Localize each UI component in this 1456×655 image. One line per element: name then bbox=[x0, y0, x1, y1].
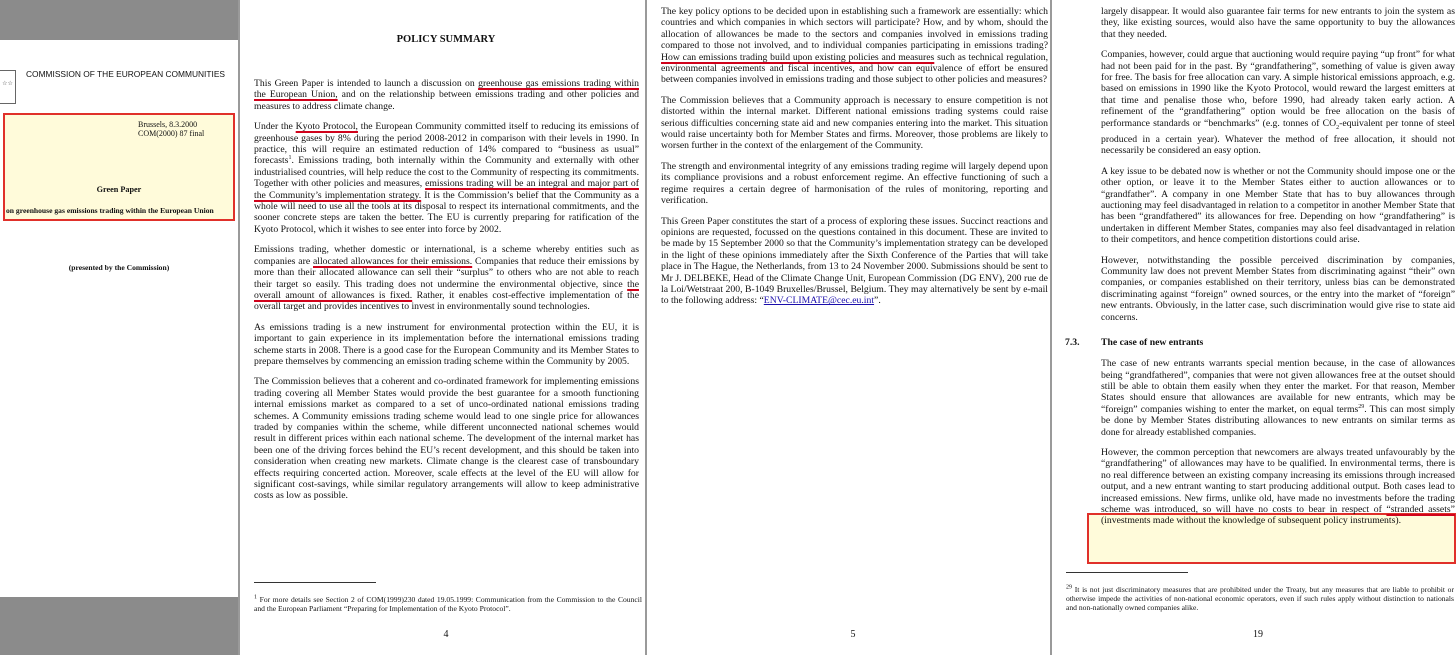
paragraph: This Green Paper constitutes the start of a process of exploring these issues. Succinct reactions and opinions are requested, focussed on the questions contained in this document. These are invited to be made by 15 September 2000 so that the Community’s implementation strategy can be developed in the light of these opinions immediately after the Sixth Conference of the Parties that will take place in The Hague, the Netherlands, from 13 to 24 November 2000. Submissions should be sent to Mr J. DELBEKE, Head of the Climate Change Unit, European Commission (DG ENV), 200 rue de la Loi/Wetstraat 200, B-1049 Bruxelles/Brussel, Belgium. They may alternatively be sent by e-mail to the following address: “ENV-CLIMATE@cec.eu.int”. bbox=[661, 215, 1048, 307]
page-4 bbox=[240, 0, 645, 655]
footnote-ref[interactable]: 29 bbox=[1358, 403, 1365, 410]
paragraph: As emissions trading is a new instrument for environmental protection within the EU, it is important to gain experience in its implementation before the international emissions trading scheme starts in 2008. There is a good case for the European Community and its Member States to prepare themselves by commencing an emission trading scheme within the Community by 2005. bbox=[254, 321, 639, 367]
cover-subject: on greenhouse gas emissions trading within the European Union bbox=[6, 206, 214, 215]
viewer-background-bottom bbox=[0, 597, 238, 655]
highlight: “stranded assets” bbox=[1386, 503, 1455, 515]
page-5 bbox=[647, 0, 1050, 655]
highlight: the overall amount of allowances is fixed. bbox=[254, 278, 639, 301]
viewer-background-top bbox=[0, 0, 238, 40]
paragraph: The Commission believes that a Community approach is necessary to ensure competition is not distorted within the internal market. Different national emissions trading systems could raise serious difficulties concerning state aid and new companies entering into the market. This situation would raise uncertainty both for Member States and firms. Moreover, those problems are likely to worsen further in the context of the enlargement of the Community. bbox=[661, 94, 1048, 152]
section-heading: 7.3. The case of new entrants bbox=[1065, 337, 1204, 349]
page-19 bbox=[1052, 0, 1456, 655]
paragraph: However, the common perception that newcomers are always treated unfavourably by the “grandfathering” of allowances may have to be qualified. In environmental terms, there is no real difference between an existing company increasing its emissions through increased output, and a new entrant wanting to start producing additional output. Both cases lead to increased emissions. New firms, unlike old, have made no investments before the trading scheme was introduced, so will have no costs to bear in respect of “stranded assets” (investments made without the knowledge of subsequent policy instruments). bbox=[1101, 446, 1455, 527]
paragraph: A key issue to be debated now is whether or not the Community should impose one or the other option, or leave it to the Member States either to auction allowances or to “grandfather”. A company in one Member State that has to buy allowances through auctioning may feel disadvantaged in relation to a competitor in another Member State that has been “grandfathered” its allowances for free. Depending on how “grandfathering” is undertaken in different Member States, companies may also feel disadvantaged in relation to their competitors, and hence competition distortions could arise. bbox=[1101, 165, 1455, 246]
page-number: 5 bbox=[850, 629, 856, 640]
paragraph: The Commission believes that a coherent and co-ordinated framework for implementing emissions trading covering all Member States would provide the best guarantee for a smooth functioning internal emissions market as compared to a set of unco-ordinated national emissions trading schemes. A Community emissions trading scheme would lead to one single price for allowances traded by companies within the scheme, while different unconnected national schemes would result in different prices within each national scheme. The development of the internal market has been one of the driving forces behind the EU’s recent development, and this should be taken into consideration when creating new markets. Climate change is the clearest case of transboundary effects requiring concerted action. Moreover, scale effects at the level of the EU will allow for significant cost-savings, while similar regulatory arrangements will allow to keep administrative costs as low as possible. bbox=[254, 376, 639, 502]
footnote: $^{29}$ It is not just discriminatory measures that are prohibited under the Treaty, but any measures that are liable to prohibit or otherwise impede the activities of non-national economic operators, even if such rules apply without distinction to nationals and non-nationally owned companies alike. bbox=[1066, 584, 1454, 612]
email-link[interactable]: ENV-CLIMATE@cec.eu.int bbox=[763, 295, 875, 307]
page-number: 19 bbox=[1253, 629, 1263, 640]
highlight: greenhouse gas emissions trading within the European Union, bbox=[254, 78, 639, 101]
footnote-rule bbox=[254, 582, 376, 583]
cover-org: COMMISSION OF THE EUROPEAN COMMUNITIES bbox=[26, 69, 225, 79]
page-cover bbox=[0, 40, 238, 597]
paragraph: Companies, however, could argue that auctioning would require paying “up front” for what had not been paid for in the past. By “grandfathering”, something of value is given away for free. The basis for free allocation can vary. A simple historical emissions approach, e.g. based on emissions in 1990 like the Kyoto Protocol, would reward the largest emitters at that time and penalise those who, before 1990, had already taken early action. A refinement of the “grandfathering” option would be free allocation on the basis of performance standards or “benchmarks” (e.g. tonnes of $CO_2$-equivalent per tonne of steel produced in a certain year). Whatever the method of free allocation, it should not necessarily be considered an easy option. bbox=[1101, 49, 1456, 157]
paragraph: largely disappear. It would also guarantee fair terms for new entrants to join the system as they, like existing sources, would also have the same opportunity to buy the allowances that they needed. bbox=[1101, 6, 1455, 40]
highlight: emissions trading will be an integral and major part of the Community’s implementation strategy. bbox=[254, 178, 639, 201]
paragraph: The key policy options to be decided upon in establishing such a framework are essentially: which countries and which companies in which sectors will participate? How, and by whom, should the allocation of allowances be made to the sectors and companies involved in emissions trading compared to those not involved, and to individual companies participating in emissions trading? How can emissions trading build upon existing policies and measures such as technical regulation, environmental agreements and fiscal incentives, and how can equivalence of effort be ensured between companies involved in emissions trading and those subject to other policies and measures? bbox=[661, 6, 1048, 86]
paragraph: However, notwithstanding the possible perceived discrimination by companies, Community law does not prevent Member States from discriminating against “their” own companies, or companies established on their territory, unless bias can be demonstrated discriminating against “foreign” owned sources, or the entry into the market of “foreign” new entrants. Obviously, in the latter case, such discrimination would give rise to state aid concerns. bbox=[1101, 254, 1455, 323]
highlight: How can emissions trading build upon existing policies and measures bbox=[661, 51, 935, 63]
paragraph: The case of new entrants warrants special mention because, in the case of allowances being “grandfathered”, companies that were not given allowances free at the outset should still be able to obtain them easily when they enter the market. For that reason, Member States should ensure that allowances are available for new entrants, which may be “foreign” companies wishing to enter the market, on equal terms$^{29}$. This can most simply be done by Member States distributing allowances to new entrants on similar terms as done for already established companies. bbox=[1101, 358, 1455, 438]
cover-place-date: Brussels, 8.3.2000 bbox=[138, 120, 198, 129]
cover-ref: COM(2000) 87 final bbox=[138, 129, 205, 138]
page-number: 4 bbox=[443, 629, 449, 640]
paragraph: This Green Paper is intended to launch a discussion on greenhouse gas emissions trading within the European Union, and on the relationship between emissions trading and other policies and measures to address climate change. bbox=[254, 78, 640, 112]
paragraph: Emissions trading, whether domestic or international, is a scheme whereby entities such as companies are allocated allowances for their emissions. Companies that reduce their emissions by more than their allocated allowance can sell their “surplus” to others who are not able to reach their target so easily. This trading does not undermine the environmental objective, since the overall amount of allowances is fixed. Rather, it enables cost-effective implementation of the overall target and provides incentives to invest in environmentally sound technologies. bbox=[254, 244, 639, 313]
eu-stars-logo: ☆☆ bbox=[0, 70, 16, 104]
paragraph: Under the Kyoto Protocol, the European Community committed itself to reducing its emissions of greenhouse gases by 8% during the period 2008-2012 in comparison with their levels in 1990. In practice, this will require an estimated reduction of 14% compared to “business as usual” forecasts$^1$. Emissions trading, both internally within the Community and externally with other industrialised countries, will help reduce the cost to the Community of respecting its commitments. Together with other policies and measures, emissions trading will be an integral and major part of the Community’s implementation strategy. It is the Commission’s belief that the Community as a whole will need to use all the tools at its disposal to respect its international commitments, and the sooner concrete steps are taken the better. The EU is currently preparing for ratification of the Kyoto Protocol, which it wishes to see enter into force by 2002. bbox=[254, 121, 639, 235]
cover-doc-type: Green Paper bbox=[96, 185, 142, 194]
footnote-ref[interactable]: 1 bbox=[288, 155, 292, 162]
footnote: $^1$ For more details see Section 2 of COM(1999)230 dated 19.05.1999: Communication from the Commission to the Council and the European Parliament “Preparing for Implementation of the Kyoto Protocol”. bbox=[254, 594, 642, 613]
cover-presented: (presented by the Commission) bbox=[68, 263, 170, 272]
paragraph: The strength and environmental integrity of any emissions trading regime will largely depend upon its compliance provisions and a robust enforcement regime. An effective functioning of such a regime requires a certain degree of harmonisation of the rules of monitoring, reporting and verification. bbox=[661, 160, 1048, 207]
footnote-rule bbox=[1066, 572, 1188, 573]
highlight: Kyoto Protocol, bbox=[295, 121, 358, 133]
highlight: allocated allowances for their emissions. bbox=[313, 255, 473, 267]
page-title: POLICY SUMMARY bbox=[396, 34, 496, 45]
